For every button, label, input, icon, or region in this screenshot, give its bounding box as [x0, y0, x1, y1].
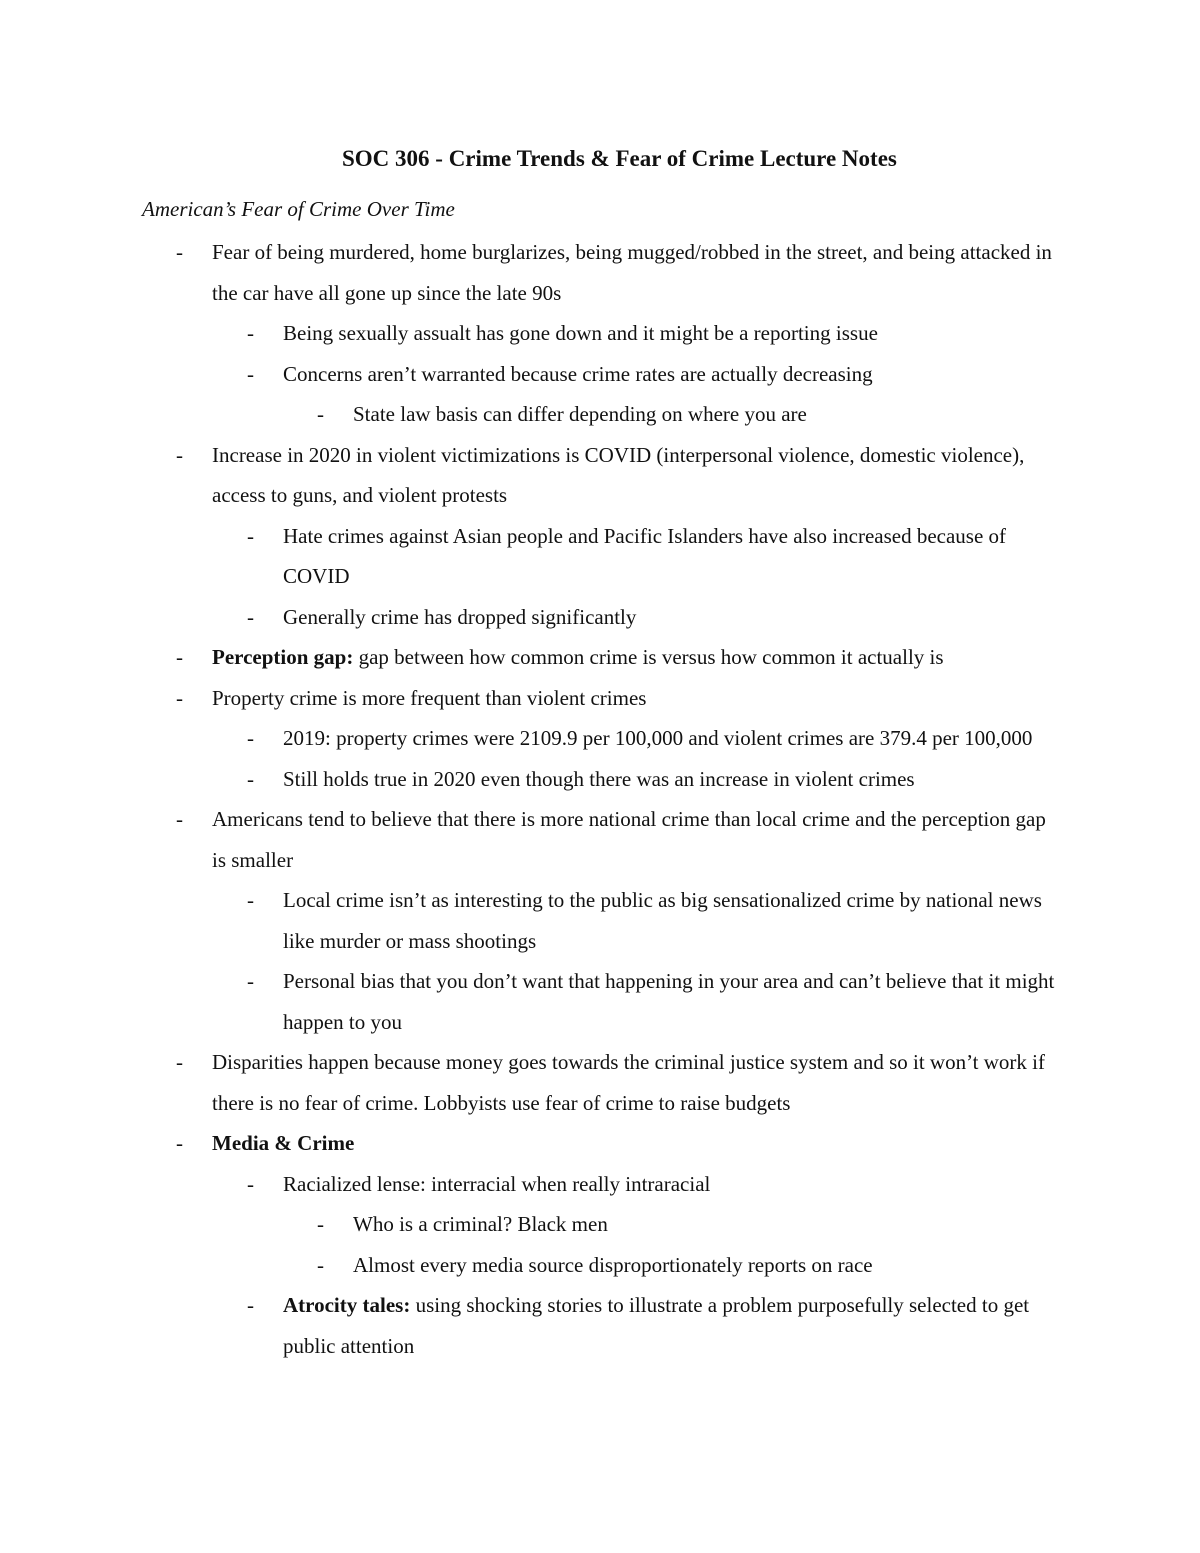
note-item: [0, 880, 1057, 961]
note-bold-term: Media & Crime: [212, 1131, 355, 1155]
note-item: [0, 718, 1057, 759]
bullet-dash: -: [317, 402, 324, 426]
note-body: Disparities happen because money goes towards the criminal justice system and so it won’t work if there is no fear of crime. Lobbyists use fear of crime to raise budgets: [212, 1050, 1046, 1115]
bullet-dash: -: [176, 645, 183, 669]
bullet-dash: -: [247, 888, 254, 912]
note-body: Personal bias that you don’t want that happening in your area and can’t believe that it might happen to you: [283, 969, 1055, 1034]
note-body: using shocking stories to illustrate a problem purposefully selected to get public attention: [283, 1293, 1030, 1358]
bullet-dash: -: [247, 361, 254, 386]
note-item: [0, 394, 1057, 435]
note-item: [0, 516, 1057, 597]
note-body: Racialized lense: interracial when really intraracial: [283, 1171, 711, 1196]
note-body: Local crime isn’t as interesting to the public as big sensationalized crime by national news like murder or mass shootings: [283, 888, 1042, 953]
note-text: [283, 1172, 710, 1196]
note-body: 2019: property crimes were 2109.9 per 100,000 and violent crimes are 379.4 per 100,000: [283, 726, 1033, 750]
note-item: [0, 1042, 1057, 1123]
note-item: [0, 759, 1057, 800]
note-text: [212, 443, 1024, 508]
note-body: Still holds true in 2020 even though there was an increase in violent crimes: [283, 766, 915, 791]
note-item: [0, 354, 1057, 395]
note-text: [283, 1293, 1029, 1358]
bullet-dash: -: [247, 1293, 254, 1317]
note-body: State law basis can differ depending on where you are: [353, 402, 807, 426]
note-item: [0, 678, 1057, 719]
bullet-dash: -: [176, 685, 183, 710]
note-bold-term: Atrocity tales:: [283, 1293, 411, 1317]
note-item: [0, 1164, 1057, 1205]
notes-list: [0, 232, 1200, 1366]
note-item: [0, 799, 1057, 880]
note-text: [212, 240, 1052, 305]
note-text: [283, 362, 873, 386]
note-body: Americans tend to believe that there is more national crime than local crime and the perception gap is smaller: [212, 807, 1046, 872]
note-body: Concerns aren’t warranted because crime rates are actually decreasing: [283, 361, 873, 386]
bullet-dash: -: [247, 523, 254, 548]
note-text: [212, 686, 646, 710]
note-text: [212, 807, 1046, 872]
note-item: [0, 313, 1057, 354]
note-text: [283, 524, 1006, 589]
note-text: [283, 726, 1032, 750]
note-text: [353, 1212, 608, 1236]
note-text: [353, 402, 807, 426]
bullet-dash: -: [247, 321, 254, 345]
note-body: Who is a criminal? Black men: [353, 1212, 608, 1236]
bullet-dash: -: [176, 1050, 183, 1074]
section-heading: American’s Fear of Crime Over Time: [142, 197, 455, 221]
bullet-dash: -: [176, 240, 183, 264]
note-body: gap between how common crime is versus how common it actually is: [353, 645, 944, 669]
note-body: Generally crime has dropped significantly: [283, 604, 637, 629]
note-body: Being sexually assualt has gone down and it might be a reporting issue: [283, 321, 878, 345]
note-body: Fear of being murdered, home burglarizes, being mugged/robbed in the street, and being attacked in the car have all gone up since the late 90s: [212, 240, 1052, 305]
document-title: SOC 306 - Crime Trends & Fear of Crime Lecture Notes: [342, 146, 897, 171]
note-text: [283, 888, 1042, 953]
bullet-dash: -: [247, 766, 254, 791]
bullet-dash: -: [247, 1171, 254, 1196]
note-text: [283, 321, 878, 345]
note-item: [0, 1285, 1057, 1366]
note-item: [0, 1204, 1057, 1245]
bullet-dash: -: [247, 969, 254, 993]
note-body: Property crime is more frequent than violent crimes: [212, 685, 647, 710]
note-item: [0, 1245, 1057, 1286]
note-item: [0, 597, 1057, 638]
note-text: [212, 1050, 1045, 1115]
note-body: Hate crimes against Asian people and Pacific Islanders have also increased because of COVID: [283, 523, 1007, 588]
note-text: [212, 1131, 354, 1155]
note-body: Increase in 2020 in violent victimizations is COVID (interpersonal violence, domestic violence), access to guns, and violent protests: [212, 442, 1025, 507]
note-text: [283, 969, 1054, 1034]
bullet-dash: -: [176, 442, 183, 467]
bullet-dash: -: [247, 604, 254, 629]
note-text: [283, 605, 636, 629]
note-item: [0, 1123, 1057, 1164]
bullet-dash: -: [176, 807, 183, 831]
note-text: [212, 645, 944, 669]
note-item: [0, 961, 1057, 1042]
note-item: [0, 435, 1057, 516]
bullet-dash: -: [317, 1252, 324, 1277]
bullet-dash: -: [317, 1212, 324, 1236]
note-text: [283, 767, 915, 791]
note-item: [0, 637, 1057, 678]
note-text: [353, 1253, 873, 1277]
note-bold-term: Perception gap:: [212, 645, 354, 669]
bullet-dash: -: [247, 726, 254, 750]
note-item: [0, 232, 1057, 313]
bullet-dash: -: [176, 1131, 183, 1155]
note-body: Almost every media source disproportionately reports on race: [353, 1252, 873, 1277]
